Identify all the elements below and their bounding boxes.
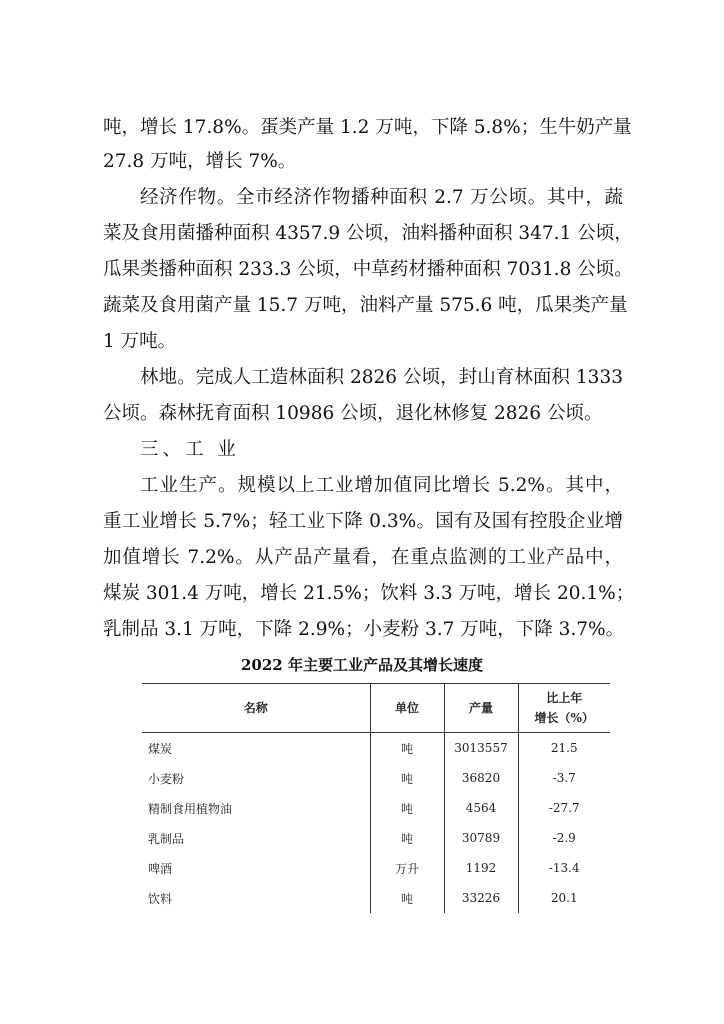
paragraph-line: 吨，增长 17.8%。蛋类产量 1.2 万吨，下降 5.8%；生牛奶产量 (103, 117, 632, 138)
paragraph-line: 27.8 万吨，增长 7%。 (103, 151, 297, 172)
cell-growth: -2.9 (518, 823, 610, 853)
paragraph-line: 经济作物。全市经济作物播种面积 2.7 万公顷。其中，蔬 (140, 187, 623, 208)
cell-growth: 21.5 (518, 733, 610, 764)
cell-quantity: 3013557 (444, 733, 518, 764)
cell-unit: 吨 (370, 883, 444, 913)
cell-name: 煤炭 (148, 741, 173, 756)
paragraph-line: 重工业增长 5.7%；轻工业下降 0.3%。国有及国有控股企业增 (103, 511, 623, 532)
table-row (142, 733, 610, 764)
cell-name: 乳制品 (148, 831, 185, 846)
cell-unit: 吨 (370, 763, 444, 793)
header-quantity: 产量 (444, 684, 518, 733)
cell-growth: -27.7 (518, 793, 610, 823)
cell-name: 饮料 (148, 891, 173, 906)
table-row (142, 883, 610, 913)
cell-name: 小麦粉 (148, 771, 185, 786)
cell-unit: 吨 (370, 733, 444, 764)
paragraph-line: 公顷。森林抚育面积 10986 公顷，退化林修复 2826 公顷。 (103, 403, 603, 424)
header-growth (518, 684, 610, 733)
table-row (142, 823, 610, 853)
cell-name: 精制食用植物油 (148, 801, 233, 816)
paragraph-line: 瓜果类播种面积 233.3 公顷，中草药材播种面积 7031.8 公顷。 (103, 259, 633, 280)
paragraph-line: 加值增长 7.2%。从产品产量看，在重点监测的工业产品中， (103, 547, 623, 568)
paragraph-line: 乳制品 3.1 万吨，下降 2.9%；小麦粉 3.7 万吨，下降 3.7%。 (103, 619, 625, 640)
cell-quantity: 1192 (444, 853, 518, 883)
paragraph-line: 工业生产。规模以上工业增加值同比增长 5.2%。其中， (140, 475, 623, 496)
table-row (142, 793, 610, 823)
cell-growth: -3.7 (518, 763, 610, 793)
cell-name: 啤酒 (148, 861, 173, 876)
cell-quantity: 33226 (444, 883, 518, 913)
header-growth-line1: 比上年 (546, 691, 583, 705)
paragraph-line: 蔬菜及食用菌产量 15.7 万吨，油料产量 575.6 吨，瓜果类产量 (103, 295, 628, 316)
cell-growth: -13.4 (518, 853, 610, 883)
cell-unit: 吨 (370, 823, 444, 853)
paragraph-line: 林地。完成人工造林面积 2826 公顷，封山育林面积 1333 (140, 367, 623, 388)
header-unit: 单位 (370, 684, 444, 733)
cell-growth: 20.1 (518, 883, 610, 913)
header-name: 名称 (142, 684, 370, 733)
table-row (142, 763, 610, 793)
paragraph-line: 1 万吨。 (103, 331, 177, 352)
cell-quantity: 36820 (444, 763, 518, 793)
cell-quantity: 4564 (444, 793, 518, 823)
section-heading: 三、工 业 (140, 439, 240, 460)
cell-unit: 吨 (370, 793, 444, 823)
header-growth-line2: 增长（%） (534, 711, 594, 725)
cell-quantity: 30789 (444, 823, 518, 853)
industrial-products-table (142, 683, 610, 913)
paragraph-line: 菜及食用菌播种面积 4357.9 公顷，油料播种面积 347.1 公顷， (103, 223, 633, 244)
cell-unit: 万升 (370, 853, 444, 883)
paragraph-line: 煤炭 301.4 万吨，增长 21.5%；饮料 3.3 万吨，增长 20.1%； (103, 583, 635, 604)
table-header-row (142, 684, 610, 733)
table-title: 2022 年主要工业产品及其增长速度 (241, 656, 483, 674)
table-row (142, 853, 610, 883)
